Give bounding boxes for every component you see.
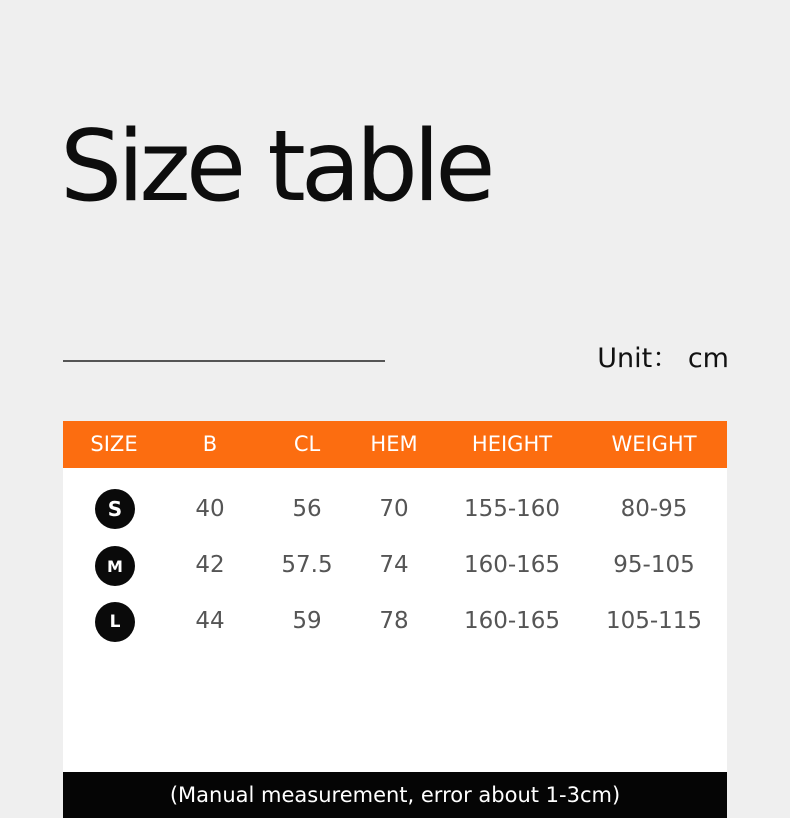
table-cell: 95-105	[613, 552, 695, 578]
table-cell: 160-165	[463, 608, 561, 634]
table-cell: 56	[292, 496, 322, 522]
table-cell: 155-160	[463, 496, 561, 522]
table-cell: 74	[379, 552, 409, 578]
header-cl: CL	[293, 432, 321, 456]
page-title: Size table	[60, 110, 491, 224]
table-cell: 160-165	[463, 552, 561, 578]
table-cell: 40	[195, 496, 225, 522]
size-table	[63, 421, 727, 818]
size-badge-l: L	[95, 602, 135, 642]
table-cell: 105-115	[605, 608, 703, 634]
size-badge-m: M	[95, 546, 135, 586]
table-cell: 57.5	[281, 552, 333, 578]
header-hem: HEM	[370, 432, 418, 456]
table-cell: 80-95	[620, 496, 688, 522]
table-cell: 59	[292, 608, 322, 634]
header-b: B	[202, 432, 218, 456]
table-cell: 70	[379, 496, 409, 522]
divider-line	[63, 360, 385, 362]
header-weight: WEIGHT	[611, 432, 697, 456]
unit-label: Unit： cm	[597, 343, 729, 374]
size-badge-s: S	[95, 489, 135, 529]
header-size: SIZE	[90, 432, 138, 456]
header-height: HEIGHT	[471, 432, 553, 456]
table-cell: 44	[195, 608, 225, 634]
table-cell: 42	[195, 552, 225, 578]
table-cell: 78	[379, 608, 409, 634]
table-header	[63, 421, 727, 468]
measurement-note: (Manual measurement, error about 1-3cm)	[63, 772, 727, 818]
